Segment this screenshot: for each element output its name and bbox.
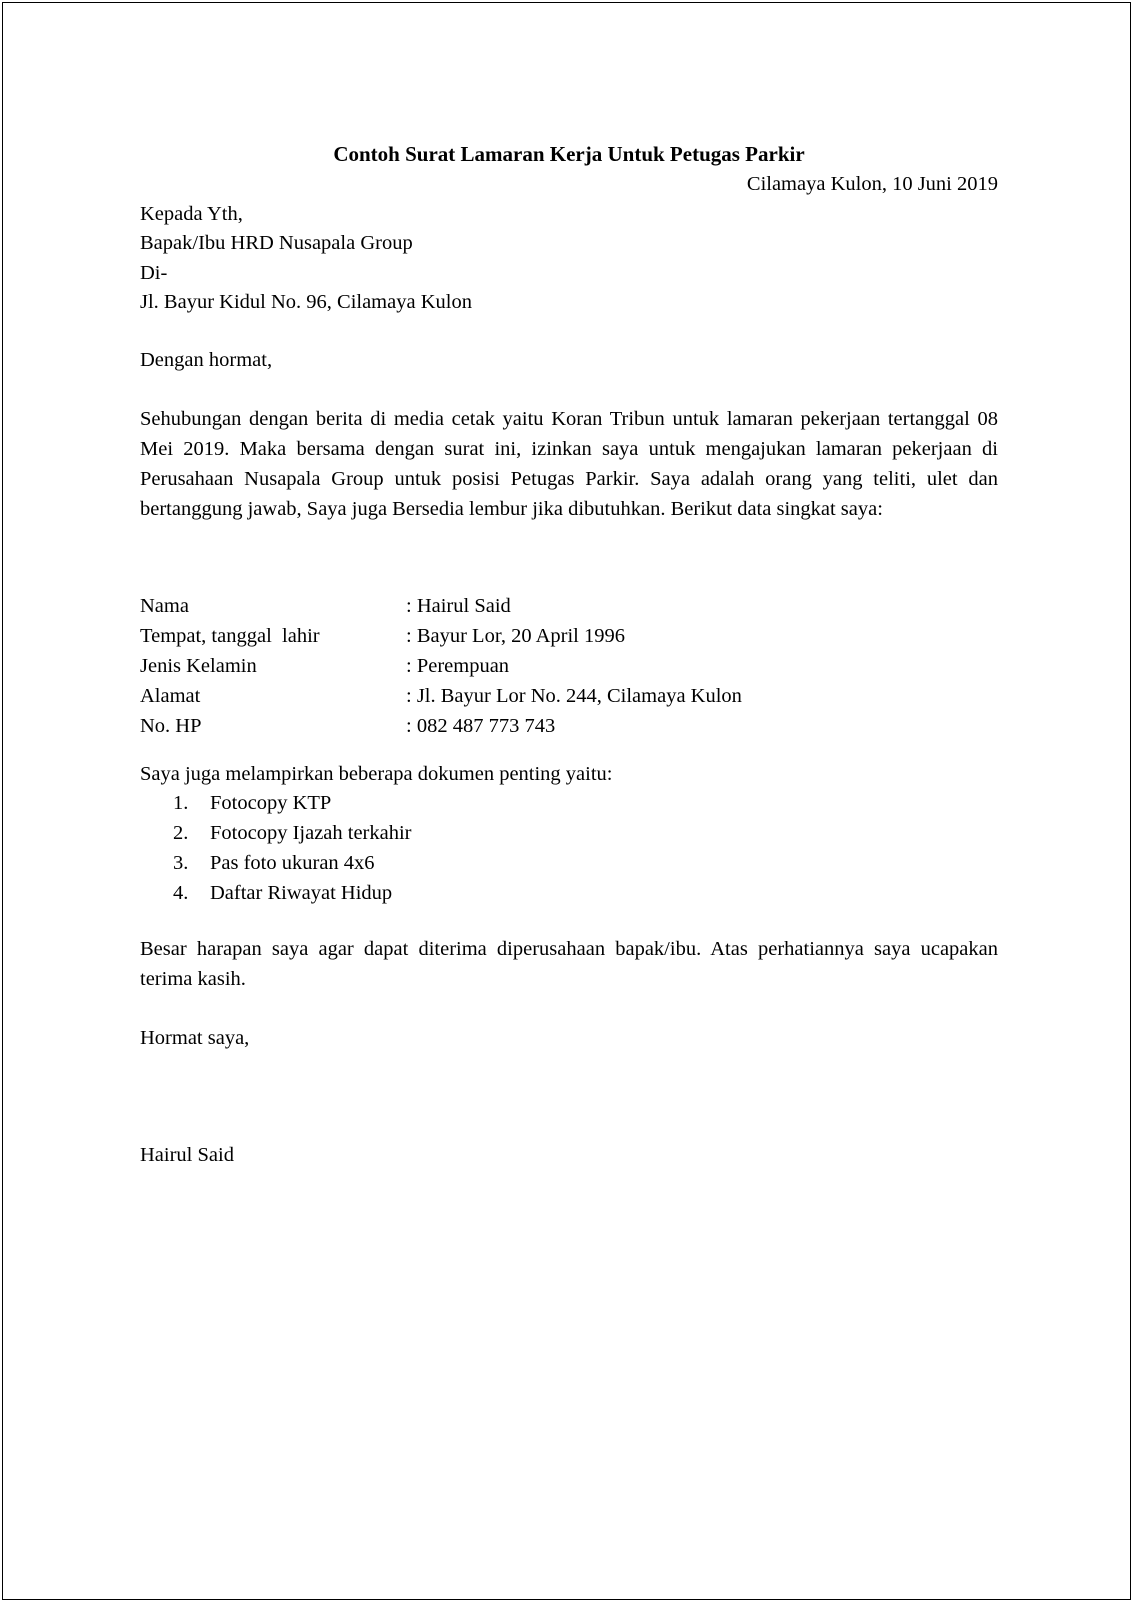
recipient-line-salutation: Kepada Yth, [140,203,243,225]
bio-table [140,591,998,741]
bio-row-address [140,681,998,711]
greeting: Dengan hormat, [140,349,273,371]
bio-value: : Bayur Lor, 20 April 1996 [406,625,625,647]
bio-label: Alamat [140,685,201,707]
list-number: 4. [173,882,189,904]
list-text: Daftar Riwayat Hidup [210,882,393,904]
date-place: Cilamaya Kulon, 10 Juni 2019 [746,173,998,195]
bio-label: Nama [140,595,189,617]
list-text: Fotocopy KTP [210,792,332,814]
recipient-line-name: Bapak/Ibu HRD Nusapala Group [140,232,413,254]
list-number: 3. [173,852,189,874]
bio-row-phone [140,711,998,741]
recipient-line-di: Di- [140,262,168,284]
list-text: Pas foto ukuran 4x6 [210,852,375,874]
list-text: Fotocopy Ijazah terkahir [210,822,412,844]
list-number: 1. [173,792,189,814]
bio-label: No. HP [140,715,202,737]
bio-row-birth [140,621,998,651]
letter-title: Contoh Surat Lamaran Kerja Untuk Petugas Parkir [333,142,805,166]
closing-paragraph: Besar harapan saya agar dapat diterima diperusahaan bapak/ibu. Atas perhatiannya saya ucapakan terima kasih. [140,938,998,990]
bio-label: Tempat, tanggal lahir [140,625,320,647]
signature-name: Hairul Said [140,1144,234,1166]
bio-value: : Hairul Said [406,595,511,617]
bio-row-name [140,591,998,621]
bio-value: : 082 487 773 743 [406,715,556,737]
sign-off: Hormat saya, [140,1027,250,1049]
attachments-intro: Saya juga melampirkan beberapa dokumen penting yaitu: [140,763,613,785]
bio-value: : Perempuan [406,655,510,677]
bio-label: Jenis Kelamin [140,655,257,677]
list-number: 2. [173,822,189,844]
bio-value: : Jl. Bayur Lor No. 244, Cilamaya Kulon [406,685,742,707]
letter-page [2,2,1131,1600]
intro-paragraph: Sehubungan dengan berita di media cetak yaitu Koran Tribun untuk lamaran pekerjaan tertanggal 08 Mei 2019. Maka bersama dengan surat ini, izinkan saya untuk mengajukan lamaran pekerjaan di Perusahaan Nusapala Group untuk posisi Petugas Parkir. Saya adalah orang yang teliti, ulet dan bertanggung jawab, Saya juga Bersedia lembur jika dibutuhkan. Berikut data singkat saya: [140,408,998,520]
recipient-line-address: Jl. Bayur Kidul No. 96, Cilamaya Kulon [140,291,472,313]
bio-row-gender [140,651,998,681]
